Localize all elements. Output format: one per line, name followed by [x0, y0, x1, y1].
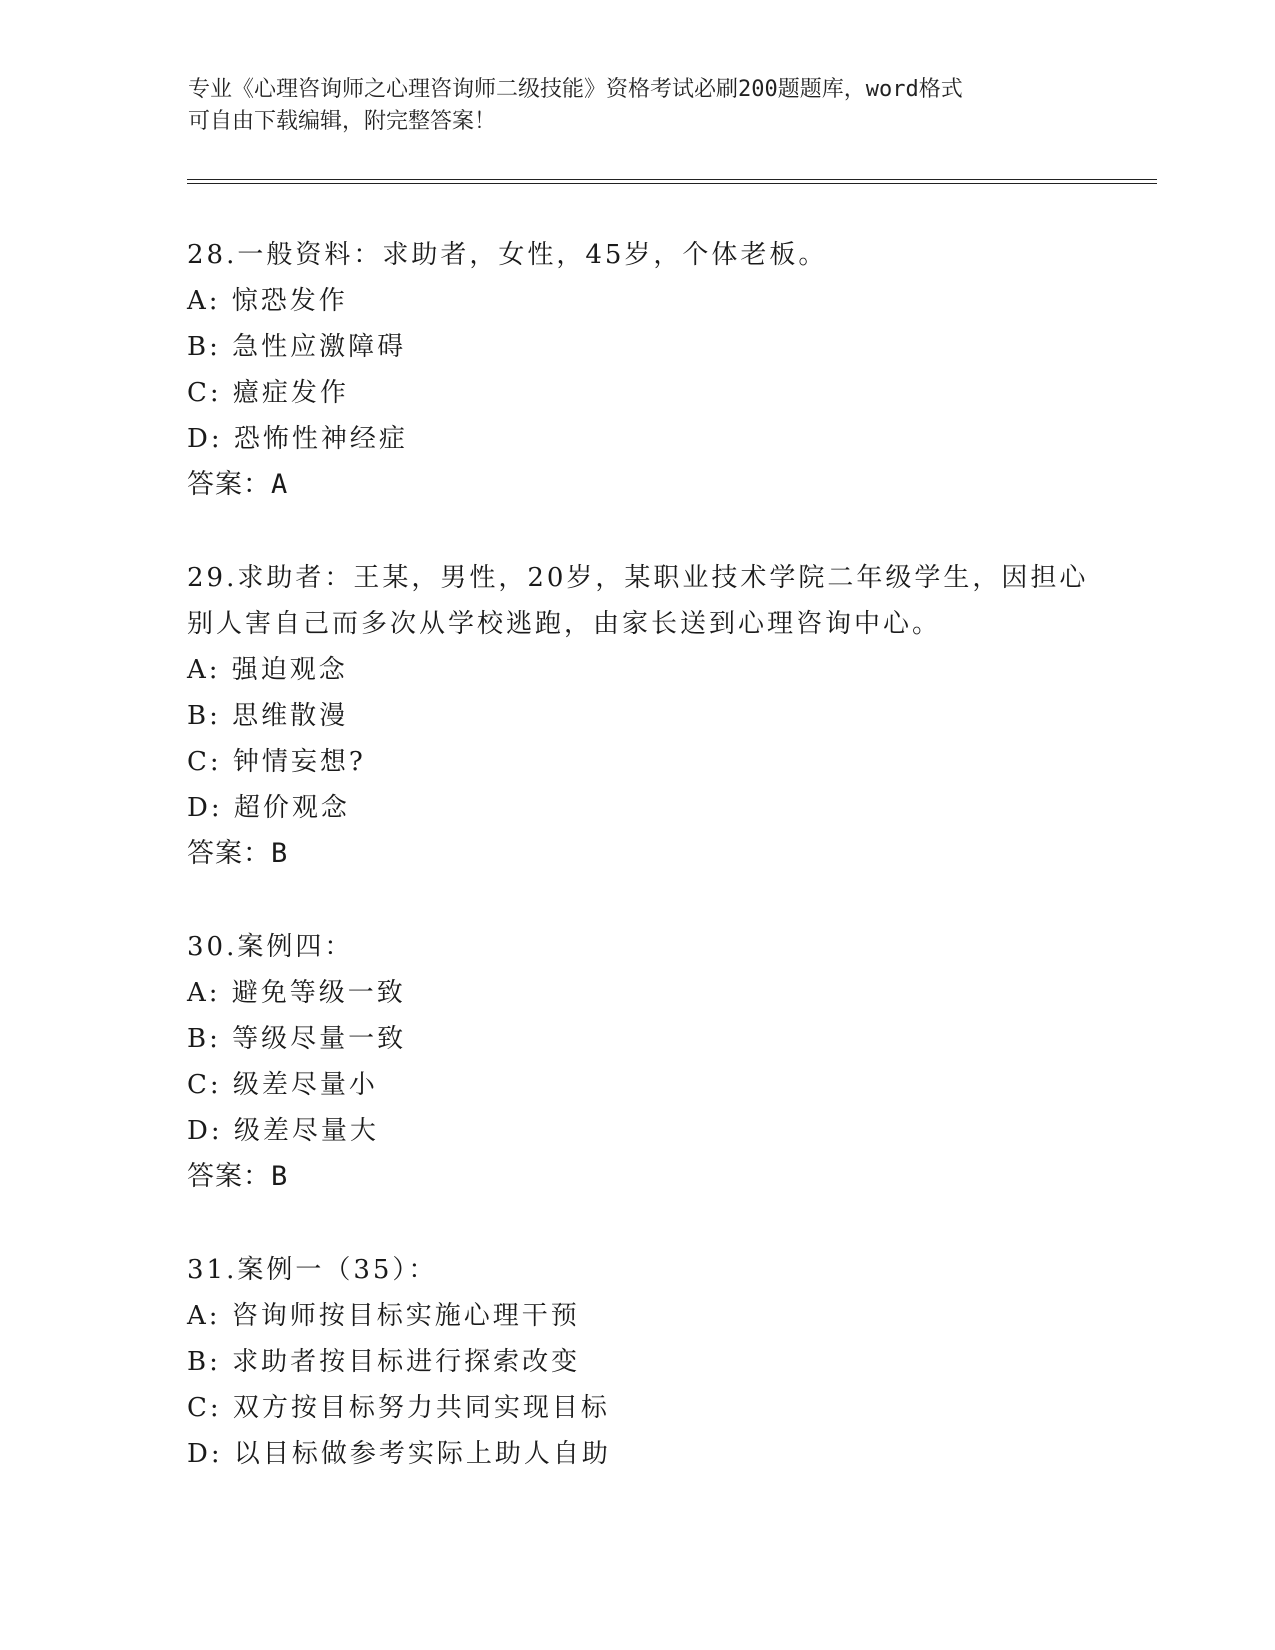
answer-label: 答案：: [187, 469, 271, 500]
answer-label: 答案：: [187, 1161, 271, 1192]
answer-value: B: [271, 838, 289, 869]
option-a: A: 避免等级一致: [187, 978, 406, 1008]
question-stem-line: 30.案例四：: [187, 932, 354, 962]
option-b: B: 等级尽量一致: [187, 1024, 407, 1054]
header-divider-top: [187, 179, 1157, 180]
option-a: A: 惊恐发作: [187, 286, 348, 316]
answer: [187, 831, 1147, 877]
option-c: C: 钟情妄想?: [187, 747, 366, 777]
document-header: [188, 74, 1088, 138]
question-stem: [187, 1247, 1147, 1293]
question-28: [187, 232, 1147, 508]
question-stem-line: 29.求助者：王某，男性，20岁，某职业技术学院二年级学生，因担心: [187, 563, 1089, 593]
option-c: C: 双方按目标努力共同实现目标: [187, 1393, 610, 1423]
answer-label: 答案：: [187, 838, 271, 869]
question-stem-line: 28.一般资料：求助者，女性，45岁，个体老板。: [187, 240, 828, 270]
option-a: A: 强迫观念: [187, 655, 348, 685]
question-29: [187, 555, 1147, 877]
question-30: [187, 924, 1147, 1200]
answer-value: A: [271, 469, 289, 500]
option-d: D: 超价观念: [187, 793, 350, 823]
option-d: D: 以目标做参考实际上助人自助: [187, 1439, 611, 1469]
question-stem: [187, 555, 1147, 647]
header-line-2: 可自由下载编辑，附完整答案！: [188, 109, 497, 134]
answer-value: B: [271, 1161, 289, 1192]
question-list: [187, 232, 1147, 1524]
question-31: [187, 1247, 1147, 1477]
answer: [187, 1154, 1147, 1200]
option-c: C: 癔症发作: [187, 378, 349, 408]
option-a: A: 咨询师按目标实施心理干预: [187, 1301, 580, 1331]
header-divider-bottom: [187, 183, 1157, 184]
option-b: B: 急性应激障碍: [187, 332, 407, 362]
question-stem: [187, 924, 1147, 970]
question-stem-line: 别人害自己而多次从学校逃跑，由家长送到心理咨询中心。: [187, 609, 942, 639]
option-d: D: 级差尽量大: [187, 1116, 379, 1146]
question-stem-line: 31.案例一（35）：: [187, 1255, 438, 1285]
option-b: B: 求助者按目标进行探索改变: [187, 1347, 581, 1377]
option-c: C: 级差尽量小: [187, 1070, 378, 1100]
header-line-1: 专业《心理咨询师之心理咨询师二级技能》资格考试必刷200题题库，word格式: [188, 77, 963, 102]
option-d: D: 恐怖性神经症: [187, 424, 408, 454]
option-b: B: 思维散漫: [187, 701, 349, 731]
question-stem: [187, 232, 1147, 278]
answer: [187, 462, 1147, 508]
